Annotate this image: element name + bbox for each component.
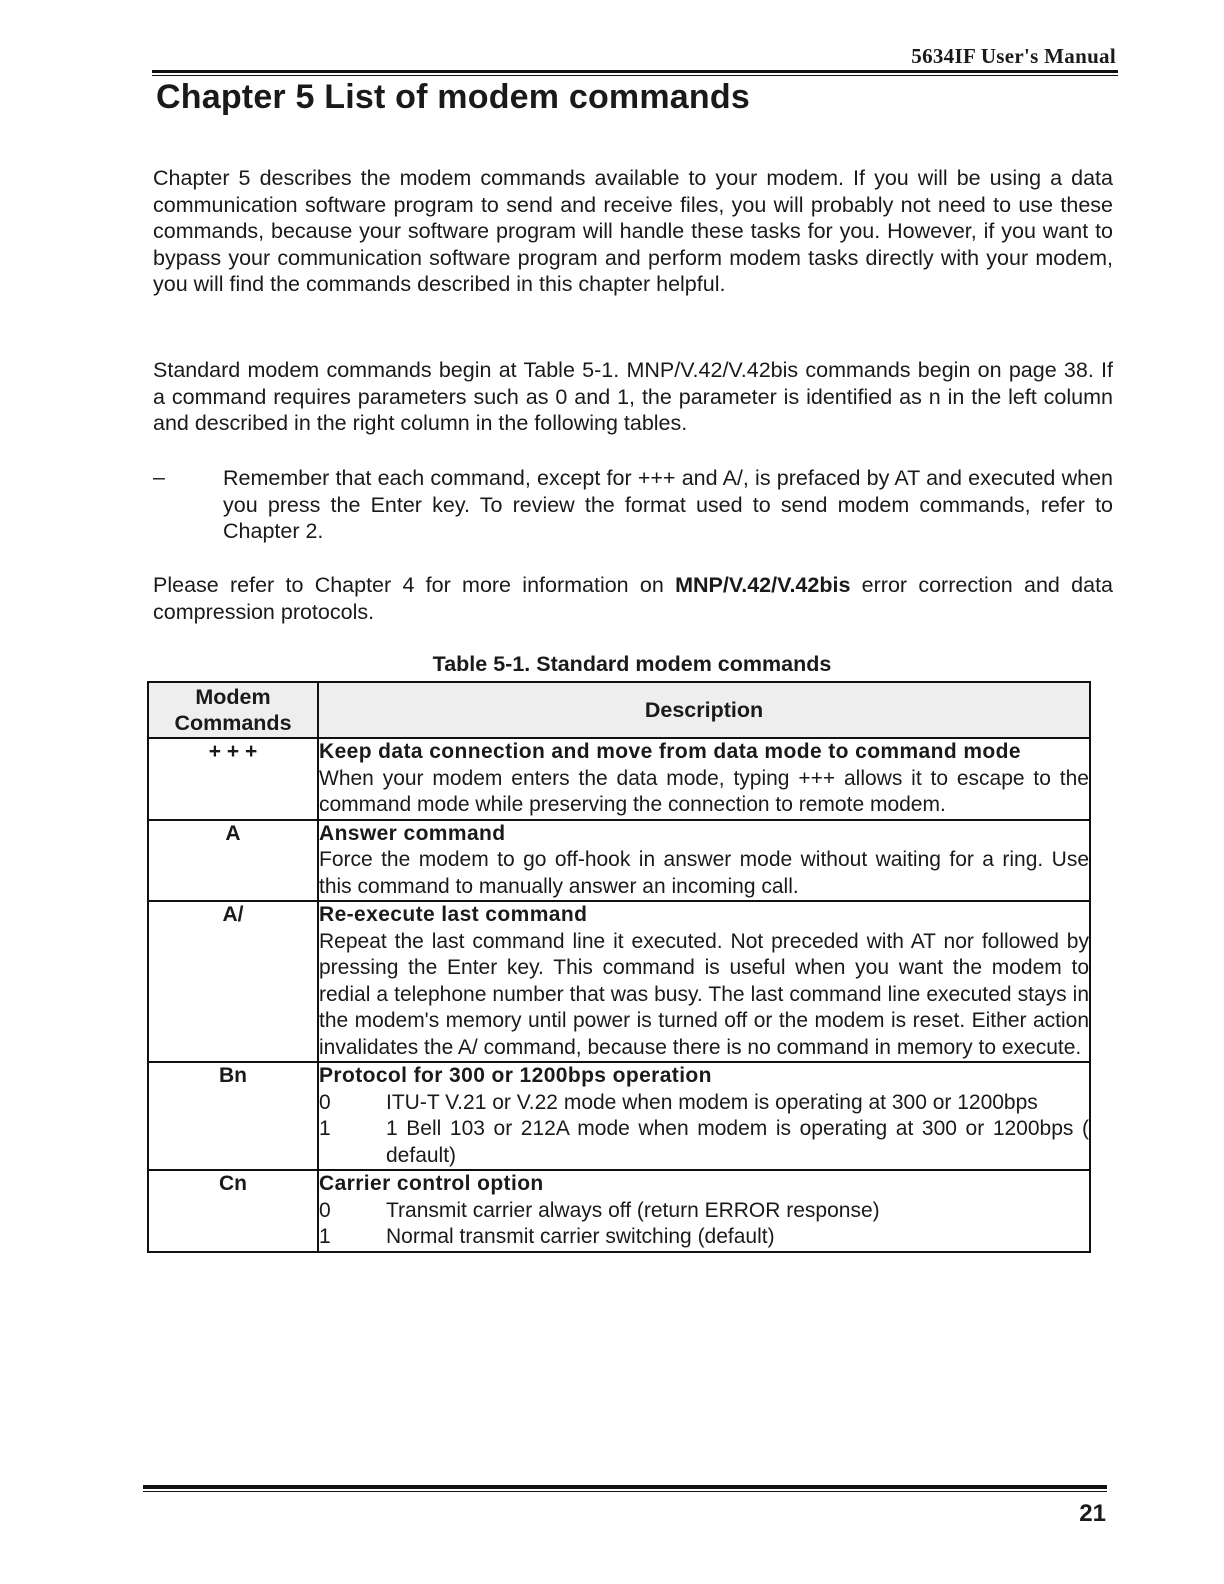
description-cell (318, 738, 1090, 820)
command-cell: + + + (148, 738, 318, 820)
description-cell (318, 820, 1090, 902)
option-text: 1 Bell 103 or 212A mode when modem is operating at 300 or 1200bps ( default) (386, 1117, 1089, 1167)
command-cell: A/ (148, 901, 318, 1062)
column-header-description: Description (318, 682, 1090, 738)
description-title: Re-execute last command (319, 903, 588, 926)
table-row (148, 1170, 1090, 1252)
refer-paragraph (153, 572, 1113, 625)
option-key: 0 (319, 1090, 331, 1114)
intro-paragraph: Chapter 5 describes the modem commands available to your modem. If you will be using a data communication software program to send and receive files, you will probably not need to use these commands, because your software program will handle these tasks for you. However, if you want to bypass your communication software program and perform modem tasks directly with your modem, you will find the commands described in this chapter helpful. (153, 166, 1113, 296)
page-number: 21 (1079, 1500, 1106, 1527)
manual-title: 5634IF User's Manual (911, 44, 1116, 68)
table-caption: Table 5-1. Standard modem commands (432, 652, 832, 676)
command-cell: Cn (148, 1170, 318, 1252)
footer-rule (143, 1485, 1107, 1492)
header-rule (152, 70, 1118, 76)
command-cell: Bn (148, 1062, 318, 1170)
refer-text-after: error correction and data compression protocols. (153, 573, 1113, 624)
table-row (148, 820, 1090, 902)
option-text: Normal transmit carrier switching (default) (386, 1225, 775, 1248)
option-line (319, 1090, 1089, 1117)
commands-table (147, 681, 1091, 1253)
description-body: Repeat the last command line it executed. Not preceded with AT nor followed by pressing the Enter key. This command is useful when you want the modem to redial a telephone number that was busy. The last command line executed stays in the modem's memory until power is turned off or the modem is reset. Either action invalidates the A/ command, because there is no command in memory to execute. (319, 929, 1089, 1059)
column-header-commands: Modem Commands (148, 682, 318, 738)
refer-text-before: Please refer to Chapter 4 for more information on (153, 573, 676, 597)
description-title: Answer command (319, 821, 506, 845)
option-text: Transmit carrier always off (return ERROR response) (386, 1198, 880, 1222)
description-body: Force the modem to go off-hook in answer mode without waiting for a ring. Use this command to manually answer an incoming call. (319, 848, 1089, 898)
table-row (148, 738, 1090, 820)
chapter-title: Chapter 5 List of modem commands (156, 78, 750, 116)
option-text: ITU-T V.21 or V.22 mode when modem is operating at 300 or 1200bps (386, 1090, 1038, 1114)
table-row (148, 1062, 1090, 1170)
option-line (319, 1116, 1089, 1169)
dash-bullet: – (153, 465, 165, 489)
option-line (319, 1198, 1089, 1225)
description-cell (318, 1062, 1090, 1170)
description-cell (318, 1170, 1090, 1252)
option-line (319, 1224, 1089, 1251)
description-title: Protocol for 300 or 1200bps operation (319, 1064, 712, 1087)
remember-note (153, 465, 1113, 545)
refer-protocols-bold: MNP/V.42/V.42bis (675, 573, 851, 597)
table-row (148, 901, 1090, 1062)
table-header-row (148, 682, 1090, 738)
option-key: 1 (319, 1117, 331, 1140)
option-key: 1 (319, 1225, 331, 1248)
description-title: Carrier control option (319, 1172, 544, 1195)
description-body: When your modem enters the data mode, typing +++ allows it to escape to the command mode while preserving the connection to remote modem. (319, 766, 1089, 816)
remember-text: Remember that each command, except for +++ and A/, is prefaced by AT and executed when you press the Enter key. To review the format used to send modem commands, refer to Chapter 2. (223, 466, 1113, 543)
option-key: 0 (319, 1198, 331, 1222)
standard-commands-paragraph: Standard modem commands begin at Table 5-1. MNP/V.42/V.42bis commands begin on page 38. If a command requires parameters such as 0 and 1, the parameter is identified as n in the left column and described in the right column in the following tables. (153, 358, 1113, 435)
description-title: Keep data connection and move from data mode to command mode (319, 740, 1021, 763)
description-cell (318, 901, 1090, 1062)
command-cell: A (148, 820, 318, 902)
